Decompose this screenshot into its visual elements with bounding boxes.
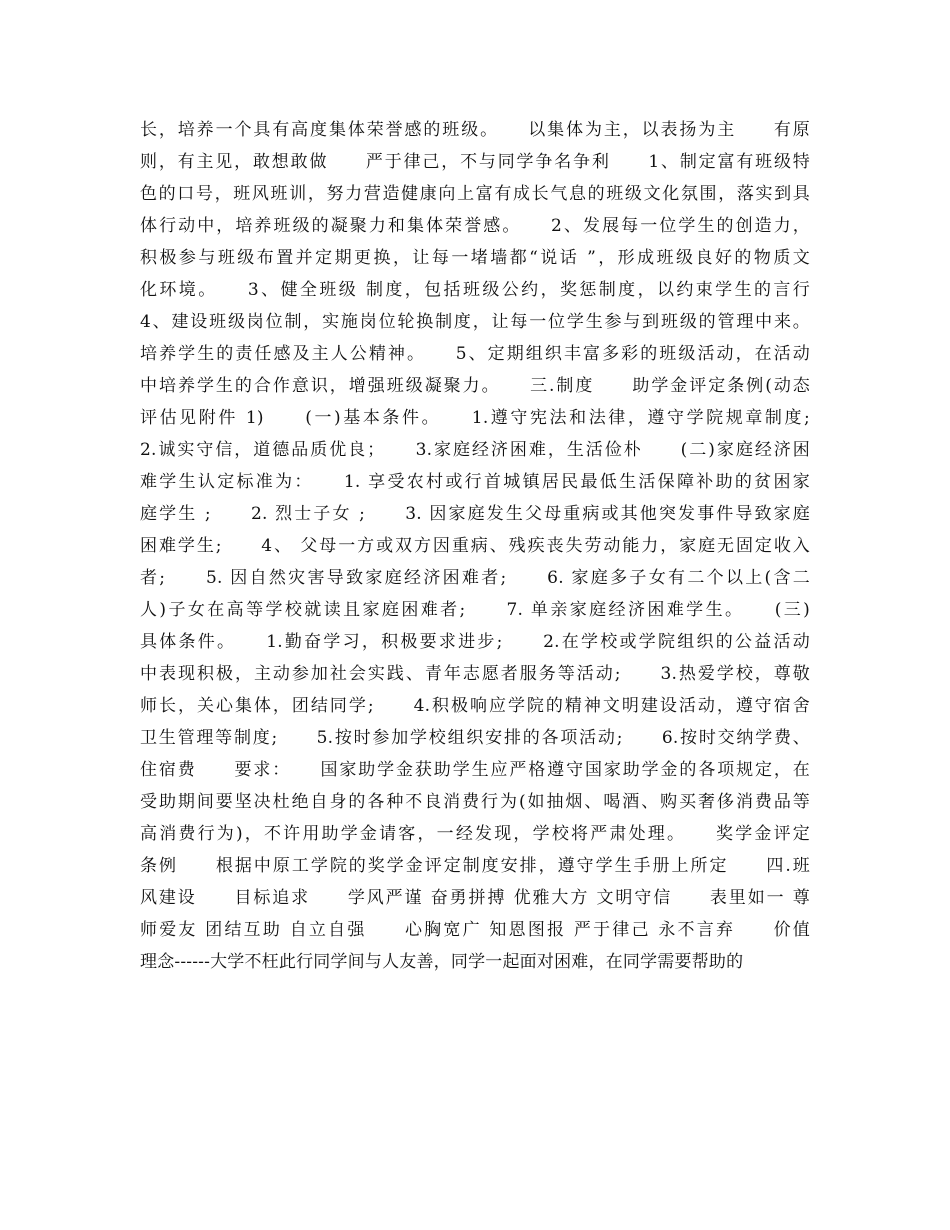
text-line-13: 庭学生 ; 2. 烈士子女 ; 3. 因家庭发生父母重病或其他突发事件导致家庭	[140, 504, 810, 524]
text-line-9: 中培养学生的合作意识，增强班级凝聚力。 三.制度 助学金评定条例(动态	[140, 376, 810, 396]
text-line-5: 积极参与班级布置并定期更换，让每一堵墙都“说话 ”，形成班级良好的物质文	[140, 248, 810, 268]
text-line-3: 色的口号，班风班训，努力营造健康向上富有成长气息的班级文化氛围，落实到具	[140, 184, 810, 204]
text-line-23: 高消费行为)，不许用助学金请客，一经发现，学校将严肃处理。 奖学金评定	[140, 824, 810, 844]
text-line-1: 长，培养一个具有高度集体荣誉感的班级。 以集体为主，以表扬为主 有原	[140, 120, 810, 140]
text-line-20: 卫生管理等制度; 5.按时参加学校组织安排的各项活动; 6.按时交纳学费、	[140, 728, 810, 748]
text-line-2: 则，有主见，敢想敢做 严于律己，不与同学争名争利 1、制定富有班级特	[140, 152, 810, 172]
document-body	[140, 114, 810, 978]
text-line-4: 体行动中，培养班级的凝聚力和集体荣誉感。 2、发展每一位学生的创造力，	[140, 216, 810, 236]
text-line-16: 人)子女在高等学校就读且家庭困难者; 7. 单亲家庭经济困难学生。 (三)	[140, 600, 810, 620]
text-line-8: 培养学生的责任感及主人公精神。 5、定期组织丰富多彩的班级活动，在活动	[140, 344, 810, 364]
text-line-27: 理念------大学不枉此行同学间与人友善，同学一起面对困难，在同学需要帮助的	[140, 952, 744, 972]
text-line-10: 评估见附件 1) (一)基本条件。 1.遵守宪法和法律，遵守学院规章制度;	[140, 408, 810, 428]
text-line-11: 2.诚实守信，道德品质优良； 3.家庭经济困难，生活俭朴 (二)家庭经济困	[140, 440, 810, 460]
text-line-6: 化环境。 3、健全班级 制度，包括班级公约，奖惩制度，以约束学生的言行	[140, 280, 810, 300]
text-line-17: 具体条件。 1.勤奋学习，积极要求进步; 2.在学校或学院组织的公益活动	[140, 632, 810, 652]
text-line-14: 困难学生; 4、 父母一方或双方因重病、残疾丧失劳动能力，家庭无固定收入	[140, 536, 810, 556]
text-line-22: 受助期间要坚决杜绝自身的各种不良消费行为(如抽烟、喝酒、购买奢侈消费品等	[140, 792, 810, 812]
text-line-19: 师长，关心集体，团结同学; 4.积极响应学院的精神文明建设活动，遵守宿舍	[140, 696, 810, 716]
text-line-26: 师爱友 团结互助 自立自强 心胸宽广 知恩图报 严于律己 永不言弃 价值	[140, 920, 810, 940]
text-line-18: 中表现积极，主动参加社会实践、青年志愿者服务等活动; 3.热爱学校，尊敬	[140, 664, 810, 684]
text-line-25: 风建设 目标追求 学风严谨 奋勇拼搏 优雅大方 文明守信 表里如一 尊	[140, 888, 810, 908]
text-line-7: 4、建设班级岗位制，实施岗位轮换制度，让每一位学生参与到班级的管理中来。	[140, 312, 810, 332]
text-line-24: 条例 根据中原工学院的奖学金评定制度安排，遵守学生手册上所定 四.班	[140, 856, 810, 876]
text-line-21: 住宿费 要求： 国家助学金获助学生应严格遵守国家助学金的各项规定，在	[140, 760, 810, 780]
text-line-15: 者; 5. 因自然灾害导致家庭经济困难者; 6. 家庭多子女有二个以上(含二	[140, 568, 810, 588]
text-line-12: 难学生认定标准为： 1. 享受农村或行首城镇居民最低生活保障补助的贫困家	[140, 472, 810, 492]
